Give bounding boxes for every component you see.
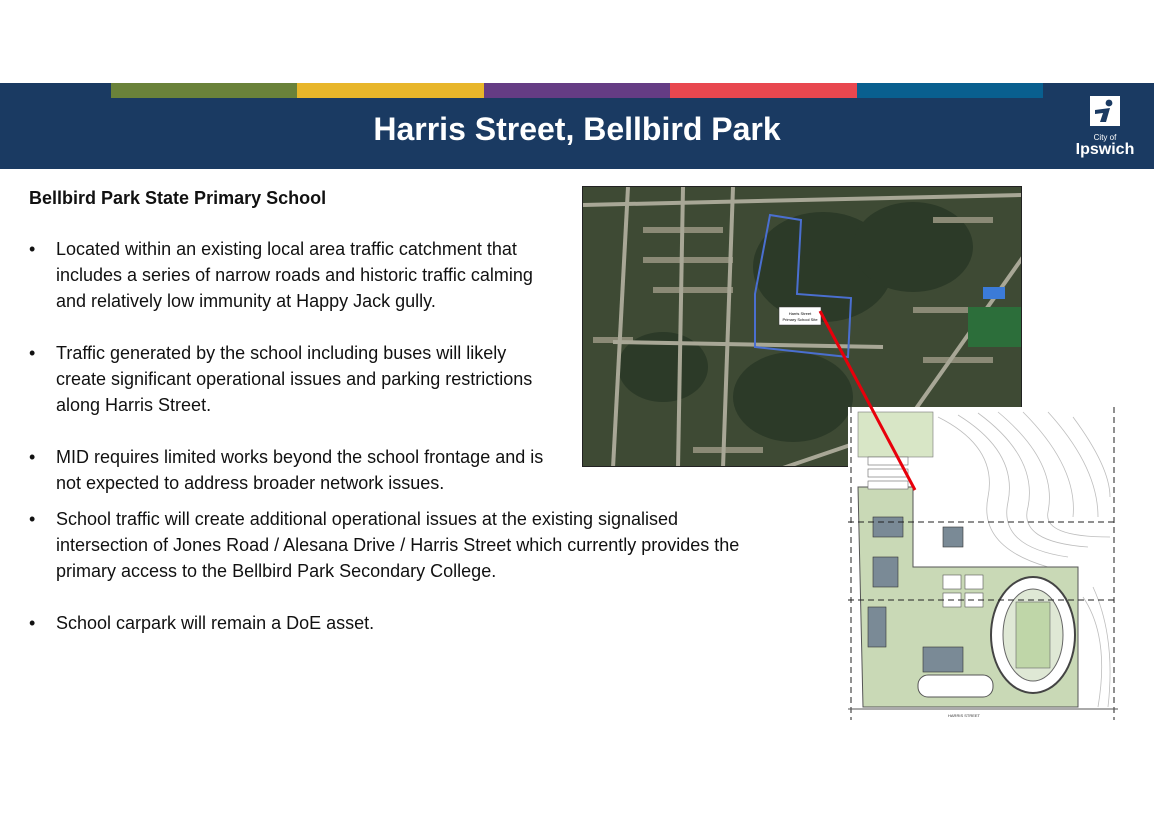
city-logo (1072, 95, 1138, 157)
header-banner (0, 83, 1154, 169)
stripe-red (670, 83, 856, 98)
color-stripes (111, 83, 1043, 98)
logo-name-text: Ipswich (1075, 141, 1135, 158)
site-plan-graphic (848, 407, 1118, 720)
stripe-blue (857, 83, 1043, 98)
bullet-item: • Traffic generated by the school including buses will likely create significant operational issues and parking restrictions along Harris Street. (29, 340, 561, 418)
aerial-label-line2: Primary School Site (782, 317, 818, 322)
aerial-label-line1: Harris Street (788, 311, 812, 316)
bullet-item: • Located within an existing local area traffic catchment that includes a series of narrow roads and historic traffic calming and relatively low immunity at Happy Jack gully. (29, 236, 561, 314)
site-plan-image (848, 407, 1118, 720)
logo-city-text: City of (1093, 133, 1117, 142)
section-subtitle: Bellbird Park State Primary School (29, 188, 327, 208)
bullet-item: • School traffic will create additional operational issues at the existing signalised intersection of Jones Road / Alesana Drive / Harris Street which currently provides the primary access to the Bellbird Park Secondary College. (29, 506, 749, 584)
plan-street-label: HARRIS STREET (948, 713, 981, 718)
bullet-item: • MID requires limited works beyond the school frontage and is not expected to address broader network issues. (29, 444, 561, 496)
bullet-item: • School carpark will remain a DoE asset. (29, 610, 749, 636)
stripe-yellow (297, 83, 483, 98)
stripe-green (111, 83, 297, 98)
page-title: Harris Street, Bellbird Park (373, 111, 781, 147)
stripe-purple (484, 83, 670, 98)
ipswich-i-logo-icon (1087, 95, 1123, 127)
